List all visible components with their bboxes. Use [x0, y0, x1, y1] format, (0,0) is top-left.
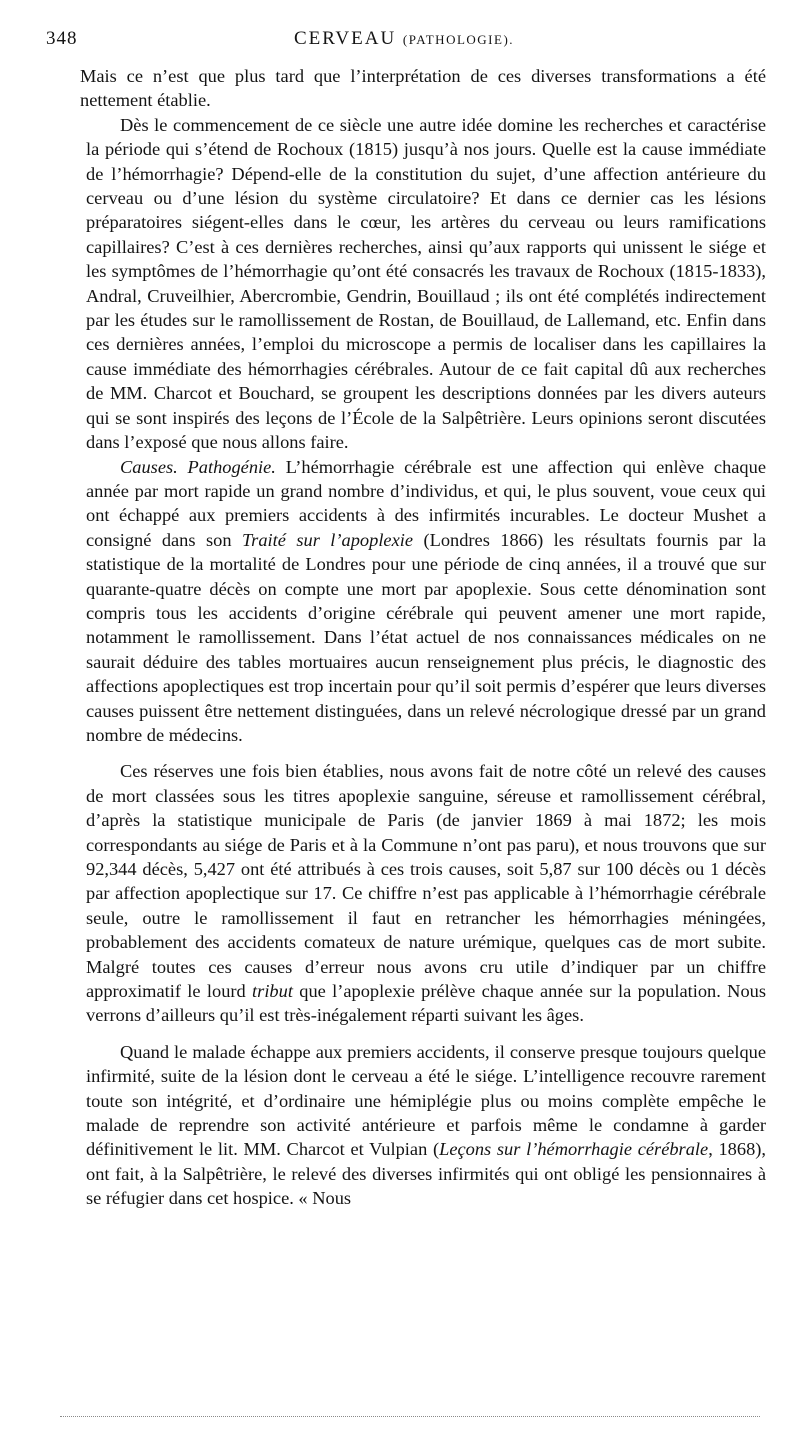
paragraph-infirmites [86, 1040, 766, 1211]
running-title [46, 28, 762, 50]
paragraph-causes-text-a: L’hémorrhagie cérébrale est une affection qui enlève chaque année par mort rapide un grand nombre d’individus, et qui, le plus souvent, voue ceux qui ont échappé aux premiers accidents à des infirmités incurables. Le docteur Mushet a consigné dans son [86, 456, 766, 550]
running-title-main: CERVEAU [293, 28, 397, 49]
footer-dotted-rule [60, 1416, 760, 1417]
body-text [80, 64, 766, 1211]
paragraph-causes [86, 455, 766, 748]
section-heading-causes: Causes. Pathogénie. [120, 456, 276, 477]
page-number: 348 [46, 28, 78, 49]
paragraph-statistique-text-a: Ces réserves une fois bien établies, nous avons fait de notre côté un relevé des causes de mort classées sous les titres apoplexie sanguine, séreuse et ramollissement cérébral, d’après la statistique municipale de Paris (de janvier 1869 à mai 1872; les mois correspondants au siége de Paris et à la Commune n’ont pas paru), et nous trouvons que sur 92,344 décès, 5,427 ont été attribués à ces trois causes, soit 5,87 sur 100 décès ou 1 décès par affection apoplectique sur 17. Ce chiffre n’est pas applicable à l’hémorrhagie cérébrale seule, outre le ramollissement il faut en retrancher les hémorrhagies méningées, probablement des accidents comateux de nature urémique, quelques cas de mort subite. Malgré toutes ces causes d’erreur nous avons cru utile d’indiquer par un chiffre approximatif le lourd [86, 761, 766, 1002]
book-title-lecons: Leçons sur l’hémorrhagie cérébrale [439, 1139, 709, 1160]
italic-tribut: tribut [252, 981, 293, 1002]
running-title-sub: (PATHOLOGIE). [402, 32, 515, 47]
paragraph-continuation: Mais ce n’est que plus tard que l’interprétation de ces diverses transformations a été nettement établie. [80, 66, 766, 111]
paragraph-infirmites-text-a: Quand le malade échappe aux premiers accidents, il conserve presque toujours quelque infirmité, suite de la lésion dont le cerveau a été le siége. L’intelligence recouvre rarement toute son intégrité, et d’ordinaire une hémiplégie plus ou moins complète empêche le malade de reprendre son activité antérieure et parfois même le condamne à garder définitivement le lit. MM. Charcot et Vulpian ( [86, 1041, 766, 1160]
paragraph-statistique [86, 759, 766, 1027]
page-header [46, 28, 762, 54]
paragraph-statistique-text-b: que l’apoplexie prélève chaque année sur la population. Nous verrons d’ailleurs qu’il est très-inégalement réparti suivant les âges. [86, 981, 766, 1026]
book-title-apoplexie: Traité sur l’apoplexie [241, 529, 414, 550]
paragraph-infirmites-text-b: , 1868), ont fait, à la Salpêtrière, le relevé des diverses infirmités qui ont obligé les pensionnaires à se réfugier dans cet hospice. « Nous [86, 1139, 766, 1209]
paragraph-rochoux: Dès le commencement de ce siècle une autre idée domine les recherches et caractérise la période qui s’étend de Rochoux (1815) jusqu’à nos jours. Quelle est la cause immédiate de l’hémorrhagie? Dépend-elle de la constitution du sujet, d’une affection antérieure du cerveau ou d’une lésion du système circulatoire? Et dans ce dernier cas les lésions préparatoires siégent-elles dans le cœur, les artères du cerveau ou leurs ramifications capillaires? C’est à ces dernières recherches, ainsi qu’aux rapports qui unissent le siége et les symptômes de l’hémorrhagie qu’ont été consacrés les travaux de Rochoux (1815-1833), Andral, Cruveilhier, Abercrombie, Gendrin, Bouillaud ; ils ont été complétés indirectement par les études sur le ramollissement de Rostan, de Bouillaud, de Lallemand, etc. Enfin dans ces dernières années, l’emploi du microscope a permis de localiser dans les capillaires la cause immédiate des hémorrhagies cérébrales. Autour de ce fait capital dû aux recherches de MM. Charcot et Bouchard, se groupent les descriptions données par les divers auteurs qui se sont inspirés des leçons de l’École de la Salpêtrière. Leurs opinions seront discutées dans l’exposé que nous allons faire. [86, 114, 766, 453]
paragraph-causes-text-b: (Londres 1866) les résultats fournis par la statistique de la mortalité de Londres pour une période de cinq années, il a trouvé que sur quarante-quatre décès on compte une mort par apoplexie. Sous cette dénomination sont compris tous les accidents d’origine cérébrale qui peuvent amener une mort rapide, notamment le ramollissement. Dans l’état actuel de nos connaissances médicales on ne saurait déduire des tables mortuaires aucun renseignement plus précis, le diagnostic des affections apoplectiques est trop incertain pour qu’il soit permis d’espérer que leurs diverses causes puissent être nettement distinguées, dans un relevé nécrologique dressé par un grand nombre de médecins. [86, 529, 766, 745]
